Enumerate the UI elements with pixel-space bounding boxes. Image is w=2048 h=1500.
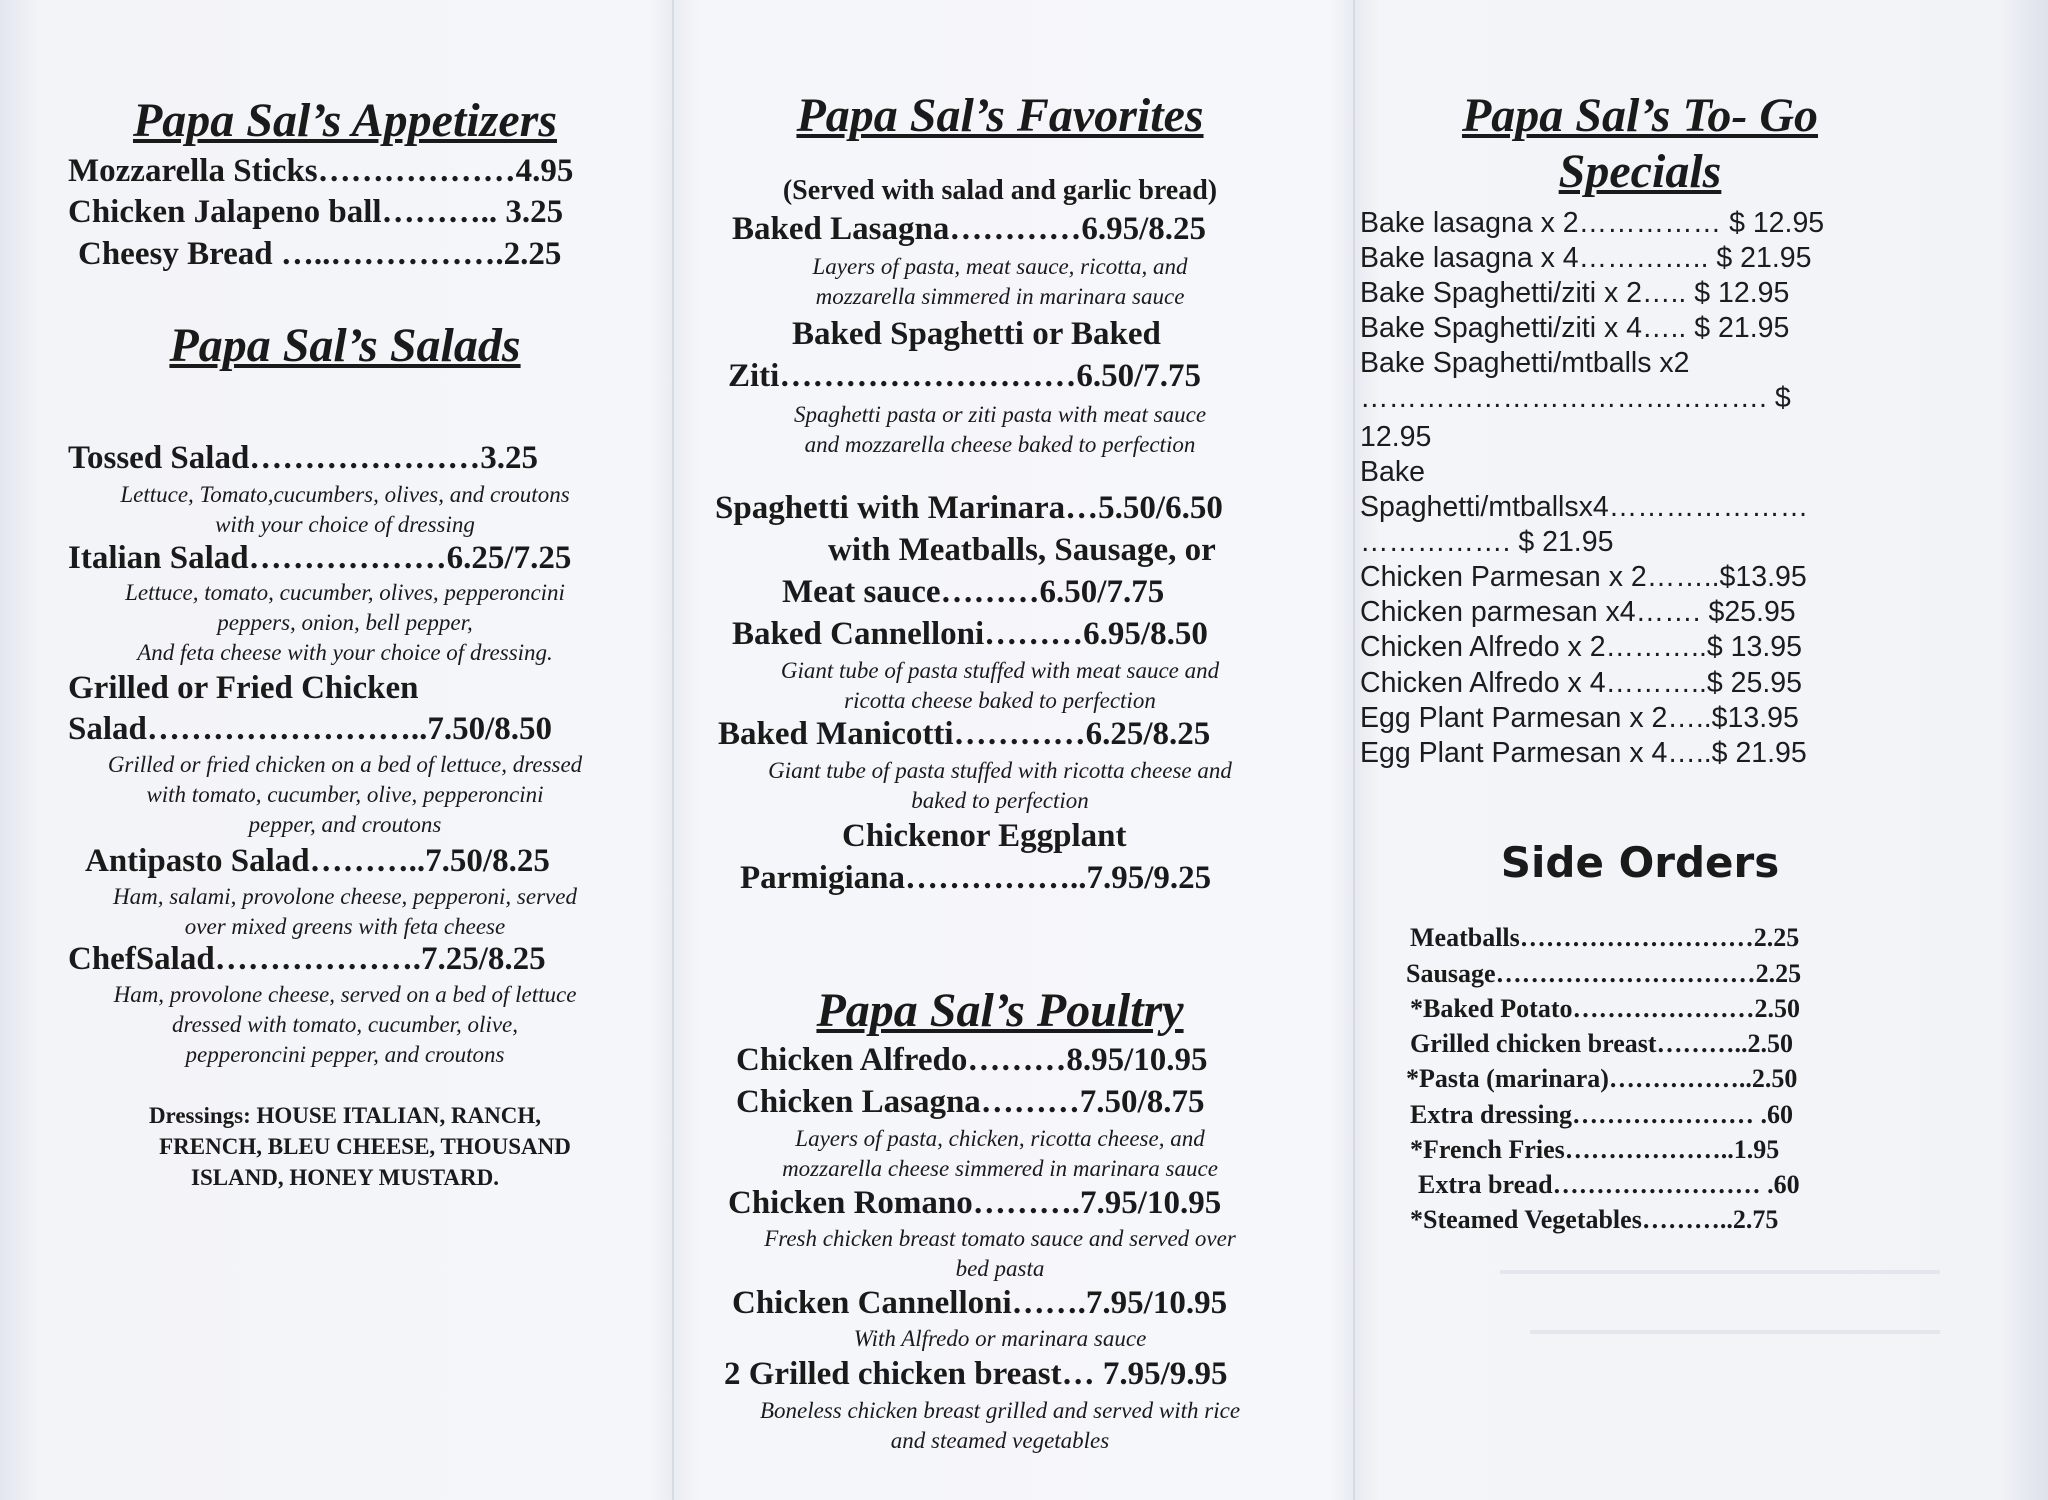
desc-line: Giant tube of pasta stuffed with ricotta cheese and: [768, 758, 1232, 783]
desc-line: pepperoncini pepper, and croutons: [185, 1041, 505, 1067]
desc-line: Lettuce, Tomato,cucumbers, olives, and croutons: [120, 482, 570, 507]
item-description: [60, 750, 630, 840]
salads-title: Papa Sal’s Salads: [169, 319, 521, 372]
togo-title: Papa Sal’s To- Go: [1461, 89, 1818, 142]
togo-line: Chicken Parmesan x 2……..$13.95: [1360, 561, 1807, 593]
item-description: [710, 252, 1290, 312]
desc-line: Fresh chicken breast tomato sauce and served over: [764, 1226, 1236, 1251]
menu-item: 2 Grilled chicken breast… 7.95/9.95: [724, 1356, 1228, 1392]
desc-line: Giant tube of pasta stuffed with meat sauce and: [780, 658, 1220, 683]
side-item: *French Fries………………..1.95: [1410, 1135, 1780, 1164]
menu-item: Chickenor Eggplant: [842, 818, 1127, 854]
togo-line: Egg Plant Parmesan x 2…..$13.95: [1360, 702, 1799, 734]
togo-line: 12.95: [1360, 421, 1432, 453]
togo-title-line2: Specials: [1558, 145, 1722, 198]
dressings-line: FRENCH, BLEU CHEESE, THOUSAND: [159, 1134, 571, 1160]
column-right: [1360, 0, 2000, 1500]
menu-item: Chicken Alfredo………8.95/10.95: [736, 1042, 1208, 1078]
togo-line: Bake Spaghetti/mtballs x2: [1360, 347, 1690, 379]
item-description: [710, 756, 1290, 816]
desc-line: Boneless chicken breast grilled and served with rice: [759, 1398, 1241, 1423]
menu-item: ChefSalad……………….7.25/8.25: [68, 941, 546, 977]
item-description: [60, 980, 630, 1070]
item-description: [710, 400, 1290, 460]
favorites-title: Papa Sal’s Favorites: [796, 89, 1204, 142]
side-item: Extra bread…………………… .60: [1418, 1170, 1800, 1199]
menu-item: Mozzarella Sticks………………4.95: [68, 153, 574, 189]
item-description: [60, 480, 630, 540]
fold-line-right: [1353, 0, 1355, 1500]
item-description: [710, 656, 1290, 716]
side-item: *Baked Potato…………………2.50: [1410, 994, 1800, 1023]
togo-line: Bake: [1360, 456, 1425, 488]
menu-item: Chicken Jalapeno ball……….. 3.25: [68, 194, 564, 230]
desc-line: Grilled or fried chicken on a bed of lettuce, dressed: [107, 752, 583, 777]
column-left: [60, 0, 630, 1500]
dressings-list: [60, 1100, 630, 1193]
item-description: [710, 1396, 1290, 1456]
desc-line: with tomato, cucumber, olive, pepperoncini: [146, 781, 544, 807]
desc-line: bed pasta: [955, 1255, 1045, 1281]
desc-line: pepper, and croutons: [248, 811, 442, 837]
menu-item: Spaghetti with Marinara…5.50/6.50: [715, 490, 1223, 526]
desc-line: mozzarella cheese simmered in marinara sauce: [782, 1155, 1218, 1181]
menu-item: Baked Cannelloni………6.95/8.50: [732, 616, 1208, 652]
menu-item: Baked Manicotti…………6.25/8.25: [718, 716, 1211, 752]
desc-line: with your choice of dressing: [215, 511, 475, 537]
desc-line: Layers of pasta, meat sauce, ricotta, and: [812, 254, 1188, 279]
desc-line: Lettuce, tomato, cucumber, olives, pepperoncini: [125, 580, 565, 605]
dressings-line: Dressings: HOUSE ITALIAN, RANCH,: [148, 1103, 542, 1128]
desc-line: Layers of pasta, chicken, ricotta cheese, and: [795, 1126, 1205, 1151]
togo-line: Chicken parmesan x4……. $25.95: [1360, 596, 1796, 628]
togo-line: Bake Spaghetti/ziti x 2….. $ 12.95: [1360, 277, 1790, 309]
desc-line: ricotta cheese baked to perfection: [844, 687, 1156, 713]
item-description: [710, 1324, 1290, 1354]
menu-item: Baked Lasagna…………6.95/8.25: [732, 211, 1206, 247]
menu-item: Antipasto Salad………..7.50/8.25: [85, 843, 550, 879]
menu-item: Meat sauce………6.50/7.75: [782, 574, 1165, 610]
side-item: *Steamed Vegetables………..2.75: [1410, 1205, 1779, 1234]
side-item: Extra dressing………………… .60: [1410, 1100, 1794, 1129]
desc-line: baked to perfection: [911, 787, 1089, 813]
desc-line: peppers, onion, bell pepper,: [217, 609, 473, 635]
togo-line: Bake Spaghetti/ziti x 4….. $ 21.95: [1360, 312, 1790, 344]
side-item: *Pasta (marinara)……………..2.50: [1406, 1064, 1798, 1093]
menu-item: Chicken Romano……….7.95/10.95: [728, 1185, 1222, 1221]
desc-line: and steamed vegetables: [890, 1427, 1110, 1453]
side-item: Sausage…………………………2.25: [1406, 959, 1802, 988]
menu-item: Baked Spaghetti or Baked: [792, 316, 1161, 352]
togo-line: Chicken Alfredo x 2………..$ 13.95: [1360, 631, 1802, 663]
favorites-note: (Served with salad and garlic bread): [782, 175, 1218, 206]
side-item: Grilled chicken breast………..2.50: [1410, 1029, 1794, 1058]
togo-line: Bake lasagna x 2…………… $ 12.95: [1360, 207, 1825, 239]
togo-line: Bake lasagna x 4………….. $ 21.95: [1360, 242, 1812, 274]
item-description: [710, 1224, 1290, 1284]
desc-line: Spaghetti pasta or ziti pasta with meat sauce: [793, 402, 1207, 427]
menu-item: Chicken Lasagna………7.50/8.75: [736, 1084, 1205, 1120]
togo-line: ……………………………………. $: [1360, 382, 1791, 414]
desc-line: And feta cheese with your choice of dressing.: [137, 639, 553, 665]
item-description: [60, 578, 630, 668]
desc-line: With Alfredo or marinara sauce: [853, 1326, 1147, 1351]
side-orders-title: Side Orders: [1500, 838, 1780, 887]
desc-line: mozzarella simmered in marinara sauce: [815, 283, 1185, 309]
menu-item: Ziti………………………6.50/7.75: [728, 358, 1202, 394]
togo-line: Spaghetti/mtballsx4…………………: [1360, 491, 1809, 523]
menu-item: with Meatballs, Sausage, or: [828, 532, 1216, 568]
item-description: [710, 1124, 1290, 1184]
desc-line: Ham, salami, provolone cheese, pepperoni, served: [113, 884, 577, 909]
poultry-title: Papa Sal’s Poultry: [816, 984, 1184, 1037]
column-middle: [710, 0, 1290, 1500]
menu-item: Cheesy Bread …..…………….2.25: [78, 236, 562, 272]
togo-line: ……………. $ 21.95: [1360, 526, 1614, 558]
togo-line: Chicken Alfredo x 4………..$ 25.95: [1360, 667, 1802, 699]
desc-line: dressed with tomato, cucumber, olive,: [171, 1011, 518, 1037]
dressings-line: ISLAND, HONEY MUSTARD.: [191, 1165, 499, 1191]
fold-line-left: [672, 0, 674, 1500]
item-description: [60, 882, 630, 942]
desc-line: over mixed greens with feta cheese: [184, 913, 506, 939]
menu-item: Salad……………………..7.50/8.50: [68, 711, 553, 747]
desc-line: Ham, provolone cheese, served on a bed of lettuce: [113, 982, 577, 1007]
menu-item: Tossed Salad…………………3.25: [68, 440, 539, 476]
menu-item: Chicken Cannelloni…….7.95/10.95: [732, 1285, 1228, 1321]
togo-line: Egg Plant Parmesan x 4…..$ 21.95: [1360, 737, 1807, 769]
menu-item: Grilled or Fried Chicken: [68, 670, 419, 706]
menu-item: Parmigiana……………..7.95/9.25: [740, 860, 1212, 896]
side-item: Meatballs………………………2.25: [1410, 923, 1800, 952]
desc-line: and mozzarella cheese baked to perfection: [804, 431, 1196, 457]
appetizers-title: Papa Sal’s Appetizers: [132, 94, 557, 147]
menu-item: Italian Salad………………6.25/7.25: [68, 540, 572, 576]
